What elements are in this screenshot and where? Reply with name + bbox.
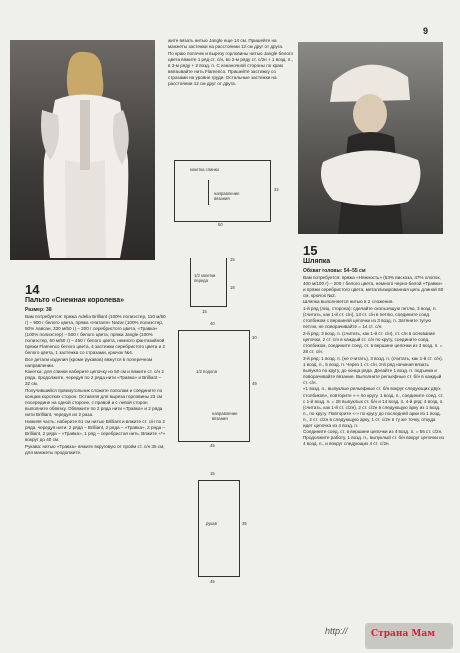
sleeve-top: 15 bbox=[210, 471, 215, 476]
hem-side-top: 10 bbox=[252, 335, 257, 340]
mid-paragraph-1: жите вязать нитью Jangle еще 14 см. Пришейте на манжеты застежки на расстоянии 12 см друг от друга. bbox=[168, 38, 284, 50]
front-yoke-h2: 18 bbox=[230, 285, 235, 290]
hat-p4: 3-й ряд: 1 возд. п. (не считать), 3 возд. п. (считать, как 1-й ст. с/н), 1 возд. п., 5 возд. п. Через 1 ст. с/н, 3-й ряд начиная вязать выпукло по кругу, до конца ряда. Делайте 1 возд. п. подъема и поворачивайте вязание. Выполните рельефные ст. б/н в каждый ст. с/н. bbox=[303, 355, 443, 385]
hem-half-label: 1/2 подола bbox=[196, 369, 217, 374]
pattern-14-text bbox=[25, 283, 167, 456]
head-size: Обхват головы: 54–55 см bbox=[303, 268, 366, 274]
yoke-width: 50 bbox=[218, 222, 223, 227]
hat-p5: «1 возд. п., выпуклые рельефные ст. б/н вокруг следующих двух столбиков», повторите «-» по кругу. 1 возд. п., соедините соед. ст. с 1-й возд. п. = 28 выпуклых ст. б/н и 14 возд. п. 4-й ряд: 4 возд. п. (считать, как 1-й ст. с/2н), 2 ст. с/2н в следующую арку из 1 возд. п., по кругу. Повторите «-» по кругу до последней арки из 1 возд. п., 2 ст. с/2н в следующую арку, 1 ст. с/2н в ту же точку, откуда идет цепочка из 4 возд. п. bbox=[303, 386, 444, 428]
source-url: http:// bbox=[325, 626, 348, 636]
hat-photo bbox=[298, 42, 443, 234]
bottom-part-paragraph: Нижняя часть: наберите 61 см нитью Brilliant и вяжите ст. с/н по 2 ряда, чередуя нити: 2 ряда – Brilliant, 2 ряда – «Травка», 2 ряда – Brilliant, 2 ряда – «Травка», 1 ряд – серебристая нить. Вяжите «*» вокруг до 40 см. bbox=[25, 418, 166, 442]
note-paragraph: Все детали изделия (кроме рукавов) вяжутся в поперечном направлении. bbox=[25, 356, 153, 368]
hat-photo-illustration bbox=[298, 42, 443, 234]
sleeve-label: рукав bbox=[206, 521, 217, 526]
hat-p2: 1-й ряд (лиц. сторона): сделайте скользящую петлю, 3 возд. п. (считать, как 1-й ст. с/н), 13 ст. с/н в петлю, соедините соед. столбиком с вершиной цепочки из 3 возд. п. Затяните тугую петлю, не поворачивайте = 14 ст. с/н. bbox=[303, 306, 437, 330]
watermark-text: Страна Мам bbox=[371, 629, 436, 639]
hem-half-diagram bbox=[178, 330, 250, 442]
yoke-paragraph: Кокетка: для спинки наберите цепочку из 50 см и вяжите ст. с/н 2 ряда, продолжите, чередуя по 2 ряда нити «Травка» и Brilliant – 32 см. bbox=[25, 369, 164, 387]
hem-direction-label: направление вязания bbox=[212, 411, 238, 421]
watermark-logo bbox=[365, 623, 453, 649]
hem-side-height: 49 bbox=[252, 381, 257, 386]
schematic-diagrams bbox=[168, 150, 298, 635]
hem-bottom-width: 45 bbox=[210, 443, 215, 448]
yoke-back-label: кокетка спинки bbox=[190, 167, 219, 172]
body-top-width: 40 bbox=[210, 321, 215, 326]
assembly-paragraph: Получившийся прямоугольник сложите пополам и соедините по концам коротких сторон. Оставляя для выреза горловины 23 см посередине на одной стороне, с правой и с левой сторон выполните обвязку. Обвяжите по 2 ряда нити «Травка» и 2 ряда нити Brilliant, чередуя их 2 раза. bbox=[25, 387, 163, 418]
front-yoke-h1: 15 bbox=[230, 257, 235, 262]
hat-p6: Соедините соед. ст. в вершине цепочки из 4 возд. п. = 56 ст. с/2н. Продолжите работу, 1 возд. п., выпуклый ст. б/н вокруг цепочки из 4 возд. п., и вокруг следующих 4 ст. с/2н. bbox=[303, 429, 444, 447]
materials-paragraph: Вам потребуется: пряжа Adelia Brilliant (100% полиэстер, 110 м/50 г) – 900 г белого цвета, пряжа «Наталя» Nazar (100% полиэстер, 50% лавсан, 330 м/50 г) – 200 г серебристого цвета, «Травка» (100% полиэстер) – 500 г белого цвета, пряжа Jangle (100% полиэстер, 60 м/50 г) – 450 г белого цвета, немного фантазийной пряжи Flamenco белого цвета, 4 застежки серебристого цвета и 2 белого цвета, 1 застежка со стразами, крючок №4. bbox=[25, 313, 166, 355]
direction-arrow bbox=[208, 180, 209, 205]
coat-photo bbox=[10, 40, 155, 260]
size-line: Размер: 38 bbox=[25, 307, 52, 313]
hat-p3: 2-й ряд: 3 возд. п. (считать, как 1-й ст. с/н), ст. с/н в основание цепочки, 2 ст. с/н в каждый ст. с/н по кругу, соедините соед. столбиком, соедините соед. ст. в вершине цепочки из 3 возд. п. = 28 ст. с/н. bbox=[303, 330, 443, 354]
page-number: 9 bbox=[423, 26, 429, 36]
pattern-title: Пальто «Снежная королева» bbox=[25, 297, 125, 304]
yoke-direction-label: направление вязания bbox=[214, 191, 240, 201]
sleeve-side: 35 bbox=[242, 521, 247, 526]
hat-title: Шляпка bbox=[303, 258, 331, 265]
front-yoke-width: 15 bbox=[202, 309, 207, 314]
pattern-number-15: 15 bbox=[303, 243, 318, 258]
mid-paragraph-2: По краю полочек и вырезу горловины нитью Jangle белого цвета вяжите 1 ряд ст. с/н, во 2-м ряду ст. с/2н + 1 возд. п., в 3-м ряду + 2 возд. п. С изнаночной стороны по краю ввязывайте нить Flamenco. Пришейте застежку со стразами на уровне груди. Остальные застежки на расстоянии 12 см друг от друга. bbox=[168, 50, 294, 86]
sleeve-diagram bbox=[198, 480, 240, 577]
sleeves-paragraph: Рукава: нитью «Травка» вяжите вкруговую от пройм ст. с/н 35 см, для манжеты продолжите. bbox=[25, 443, 165, 455]
middle-text bbox=[168, 38, 296, 88]
yoke-height: 32 bbox=[274, 187, 279, 192]
pattern-15-text bbox=[303, 244, 445, 448]
coat-photo-illustration bbox=[10, 40, 155, 260]
front-yoke-label: 1/2 кокетки переда bbox=[194, 273, 216, 283]
hat-p1: Шляпка выполняется нитью в 2 сложения. bbox=[303, 299, 394, 305]
hat-materials: Вам потребуется: пряжа «Нежность» (53% вискоза, 47% хлопок, 400 м/100 г) – 200 г белого цвета, немного черно-белой «Травки» и пряжи серебристого цвета, металлизированная цепь длиной 60 см, крючок №2. bbox=[303, 274, 444, 298]
sleeve-bottom: 45 bbox=[210, 579, 215, 584]
pattern-number: 14 bbox=[25, 282, 40, 297]
